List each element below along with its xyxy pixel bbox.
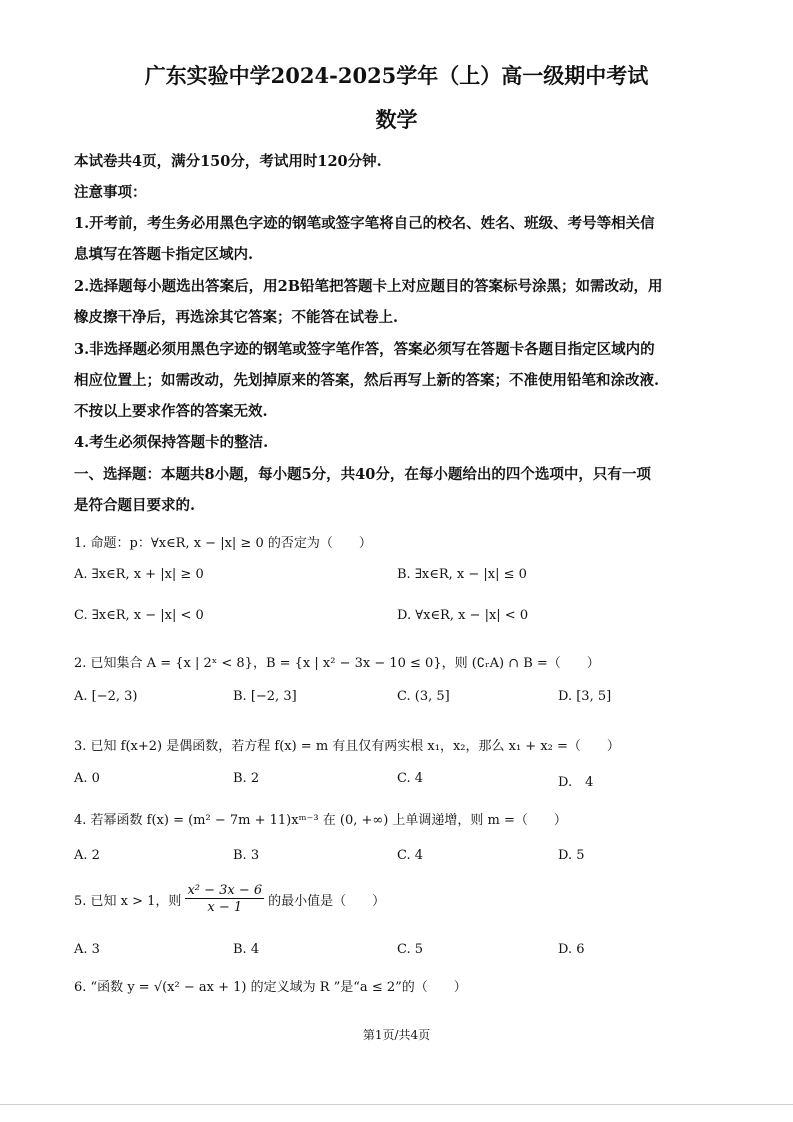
question-4-stem: 4. 若幂函数 f(x) = (m² − 7m + 11)xᵐ⁻³ 在 (0, +∞) 上单调递增，则 m =（ ） [74,813,567,828]
note-1a: 1.开考前，考生务必用黑色字迹的钢笔或签字笔将自己的校名、姓名、班级、考号等相关信 [74,215,655,232]
question-5-option-b: B. 4 [233,942,260,957]
question-5-option-c: C. 5 [397,942,424,957]
question-5-stem [74,883,385,915]
question-5-option-a: A. 3 [74,942,100,957]
question-1-option-b: B. ∃x∈R, x − |x| ≤ 0 [397,567,527,582]
question-2-option-c: C. (3, 5] [397,689,450,704]
exam-subject: 数学 [375,107,418,132]
page-bottom-divider [0,1104,793,1105]
note-2b: 橡皮擦干净后，再选涂其它答案；不能答在试卷上. [74,309,399,326]
question-3-stem: 3. 已知 f(x+2) 是偶函数，若方程 f(x) = m 有且仅有两实根 x₁，x₂，那么 x₁ + x₂ =（ ） [74,739,620,754]
note-4: 4.考生必须保持答题卡的整洁. [74,434,269,451]
question-1-option-a: A. ∃x∈R, x + |x| ≥ 0 [74,567,204,582]
exam-title: 广东实验中学2024-2025学年（上）高一级期中考试 [144,63,649,88]
question-4-option-c: C. 4 [397,848,424,863]
question-5-fraction [185,883,264,915]
section-heading-a: 一、选择题：本题共8小题，每小题5分，共40分，在每小题给出的四个选项中，只有一项 [74,466,651,483]
question-6-stem: 6. “函数 y = √(x² − ax + 1) 的定义域为 R ”是“a ≤ 2”的（ ） [74,980,467,995]
question-1-option-d: D. ∀x∈R, x − |x| < 0 [397,608,529,623]
question-2-option-d: D. [3, 5] [558,689,612,704]
question-5-stem-b: 的最小值是（ ） [268,893,386,909]
section-heading-b: 是符合题目要求的. [74,497,196,514]
question-3-option-a: A. 0 [74,771,100,786]
note-3b: 相应位置上；如需改动，先划掉原来的答案，然后再写上新的答案；不准使用铅笔和涂改液. [74,372,660,389]
notes-title: 注意事项： [74,184,147,201]
note-1b: 息填写在答题卡指定区域内. [74,246,254,263]
question-4-option-a: A. 2 [74,848,100,863]
question-2-stem: 2. 已知集合 A = {x | 2ˣ < 8}，B = {x | x² − 3x − 10 ≤ 0}，则 (∁ᵣA) ∩ B =（ ） [74,656,600,671]
question-5-stem-a: 5. 已知 x > 1，则 [74,893,182,909]
question-1-option-c: C. ∃x∈R, x − |x| < 0 [74,608,204,623]
question-2-option-a: A. [−2, 3) [74,689,138,704]
page-number: 第1页/共4页 [362,1028,431,1042]
question-1-stem: 1. 命题：p：∀x∈R, x − |x| ≥ 0 的否定为（ ） [74,536,372,551]
question-3-option-c: C. 4 [397,771,424,786]
note-2a: 2.选择题每小题选出答案后，用2B铅笔把答题卡上对应题目的答案标号涂黑；如需改动，用 [74,278,663,295]
intro-line: 本试卷共4页，满分150分，考试用时120分钟. [74,153,382,170]
question-3-option-b: B. 2 [233,771,260,786]
question-4-option-b: B. 3 [233,848,260,863]
note-3c: 不按以上要求作答的答案无效. [74,403,268,420]
question-3-option-d: D. 4 [558,775,594,790]
fraction-denominator: x − 1 [207,900,243,915]
question-4-option-d: D. 5 [558,848,585,863]
note-3a: 3.非选择题必须用黑色字迹的钢笔或签字笔作答，答案必须写在答题卡各题目指定区域内的 [74,341,655,358]
fraction-numerator: x² − 3x − 6 [187,883,263,898]
question-5-option-d: D. 6 [558,942,585,957]
question-2-option-b: B. [−2, 3] [233,689,297,704]
